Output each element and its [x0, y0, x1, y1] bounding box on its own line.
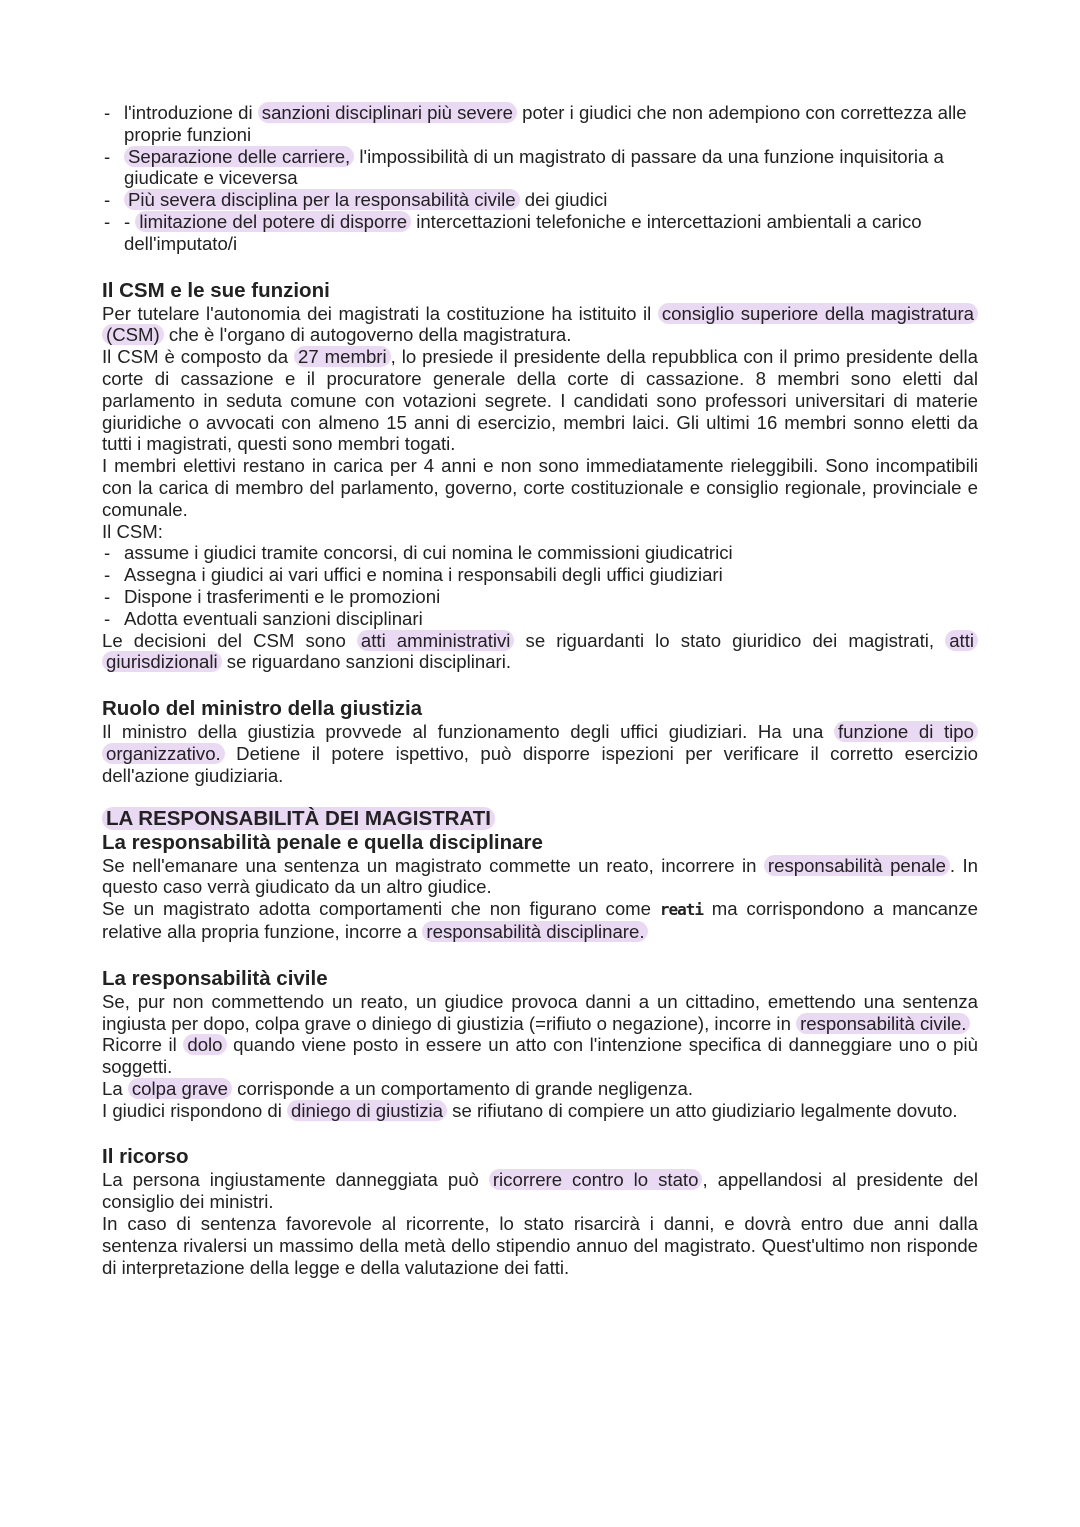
list-item: - l'introduzione di sanzioni disciplinari più severe poter i giudici che non adempiono con correttezza alle proprie funzioni [102, 102, 978, 146]
highlight: LA RESPONSABILITÀ DEI MAGISTRATI [102, 807, 495, 830]
csm-functions-list [102, 542, 978, 629]
highlight: Più severa disciplina per la responsabilità civile [124, 189, 520, 210]
list-item: - assume i giudici tramite concorsi, di cui nomina le commissioni giudicatrici [102, 542, 978, 564]
highlight: responsabilità penale [764, 855, 950, 876]
highlight: colpa grave [128, 1078, 232, 1099]
section-title [102, 807, 978, 831]
csm-paragraph-3: I membri elettivi restano in carica per 4 anni e non sono immediatamente rieleggibili. Sono incompatibili con la carica di membro del parlamento, governo, corte costituzionale e consiglio regionale, provinciale e comunale. [102, 455, 978, 520]
civile-paragraph-1: Se, pur non commettendo un reato, un giudice provoca danni a un cittadino, emettendo una sentenza ingiusta per dopo, colpa grave o diniego di giustizia (=rifiuto o negazione), incorre in responsabilità civile. [102, 990, 978, 1034]
list-item: - Separazione delle carriere, l'impossibilità di un magistrato di passare da una funzione inquisitoria a giudicate e viceversa [102, 146, 978, 190]
ministro-heading: Ruolo del ministro della giustizia [102, 697, 423, 721]
csm-paragraph-5: Le decisioni del CSM sono atti amministrativi se riguardanti lo stato giuridico dei magistrati, atti giurisdizionali se riguardano sanzioni disciplinari. [102, 630, 978, 674]
csm-paragraph-1: Per tutelare l'autonomia dei magistrati la costituzione ha istituito il consiglio superiore della magistratura (CSM) che è l'organo di autogoverno della magistratura. [102, 303, 978, 347]
highlight: atti amministrativi [357, 630, 515, 651]
penale-paragraph-1: Se nell'emanare una sentenza un magistrato commette un reato, incorrere in responsabilità penale . In questo caso verrà giudicato da un altro giudice. [102, 854, 979, 898]
highlight: funzione di tipo organizzativo. [102, 721, 978, 764]
highlight: responsabilità civile. [796, 1013, 970, 1034]
civile-paragraph-2: Ricorre il dolo quando viene posto in essere un atto con l'intenzione specifica di danneggiare uno o più soggetti. [102, 1034, 978, 1078]
civile-paragraph-4: I giudici rispondono di diniego di giustizia se rifiutano di compiere un atto giudiziario legalmente dovuto. [102, 1099, 958, 1121]
highlight: atti giurisdizionali [102, 630, 978, 673]
highlight: 27 membri [294, 346, 391, 367]
civile-paragraph-3: La colpa grave corrisponde a un comportamento di grande negligenza. [102, 1077, 694, 1099]
civile-heading: La responsabilità civile [102, 966, 328, 990]
penale-paragraph-2: Se un magistrato adotta comportamenti che non figurano come reati ma corrispondono a mancanze relative alla propria funzione, incorre a responsabilità disciplinare. [102, 898, 978, 942]
ricorso-paragraph-1: La persona ingiustamente danneggiata può ricorrere contro lo stato , appellandosi al presidente del consiglio dei ministri. [102, 1169, 978, 1213]
csm-paragraph-2: Il CSM è composto da 27 membri , lo presiede il presidente della repubblica con il primo presidente della corte di cassazione e il procuratore generale della corte di cassazione. 8 membri sono eletti dal parlamento in seduta comune con votazioni segrete. I candidati sono professori universitari di materie giuridiche o avvocati con almeno 15 anni di esercizio, membri laici. Gli ultimi 16 membri sonno eletti da tutti i magistrati, questi sono membri togati. [102, 346, 979, 455]
highlight: sanzioni disciplinari più severe [258, 102, 517, 123]
csm-paragraph-4: Il CSM: [102, 520, 163, 542]
highlight: responsabilità disciplinare. [422, 921, 648, 942]
ricorso-paragraph-2: In caso di sentenza favorevole al ricorrente, lo stato risarcirà i danni, e dovrà entro due anni dalla sentenza rivalersi un massimo della metà dello stipendio annuo del magistrato. Quest'ultimo non risponde di interpretazione della legge e della valutazione dei fatti. [102, 1213, 978, 1278]
highlight: Separazione delle carriere, [124, 146, 354, 167]
list-item: - Dispone i trasferimenti e le promozioni [102, 586, 978, 608]
highlight: ricorrere contro lo stato [489, 1169, 703, 1190]
reform-list [102, 102, 978, 255]
penale-heading: La responsabilità penale e quella disciplinare [102, 830, 543, 854]
document-page [102, 102, 978, 1278]
highlight: limitazione del potere di disporre [135, 211, 411, 232]
list-item: - Più severa disciplina per la responsabilità civile dei giudici [102, 189, 978, 211]
highlight: consiglio superiore della magistratura (CSM) [102, 303, 978, 346]
list-item: - - limitazione del potere di disporre intercettazioni telefoniche e intercettazioni ambientali a carico dell'imputato/i [102, 211, 978, 255]
ministro-paragraph: Il ministro della giustizia provvede al funzionamento degli uffici giudiziari. Ha una funzione di tipo organizzativo. Detiene il potere ispettivo, può disporre ispezioni per verificare il corretto esercizio dell'azione giudiziaria. [102, 721, 978, 786]
list-item: - Assegna i giudici ai vari uffici e nomina i responsabili degli uffici giudiziari [102, 564, 978, 586]
highlight: dolo [183, 1034, 226, 1055]
ricorso-heading: Il ricorso [102, 1145, 189, 1169]
handwritten-word: reati [659, 900, 703, 920]
csm-heading: Il CSM e le sue funzioni [102, 278, 330, 302]
highlight: diniego di giustizia [287, 1100, 447, 1121]
list-item: - Adotta eventuali sanzioni disciplinari [102, 608, 978, 630]
